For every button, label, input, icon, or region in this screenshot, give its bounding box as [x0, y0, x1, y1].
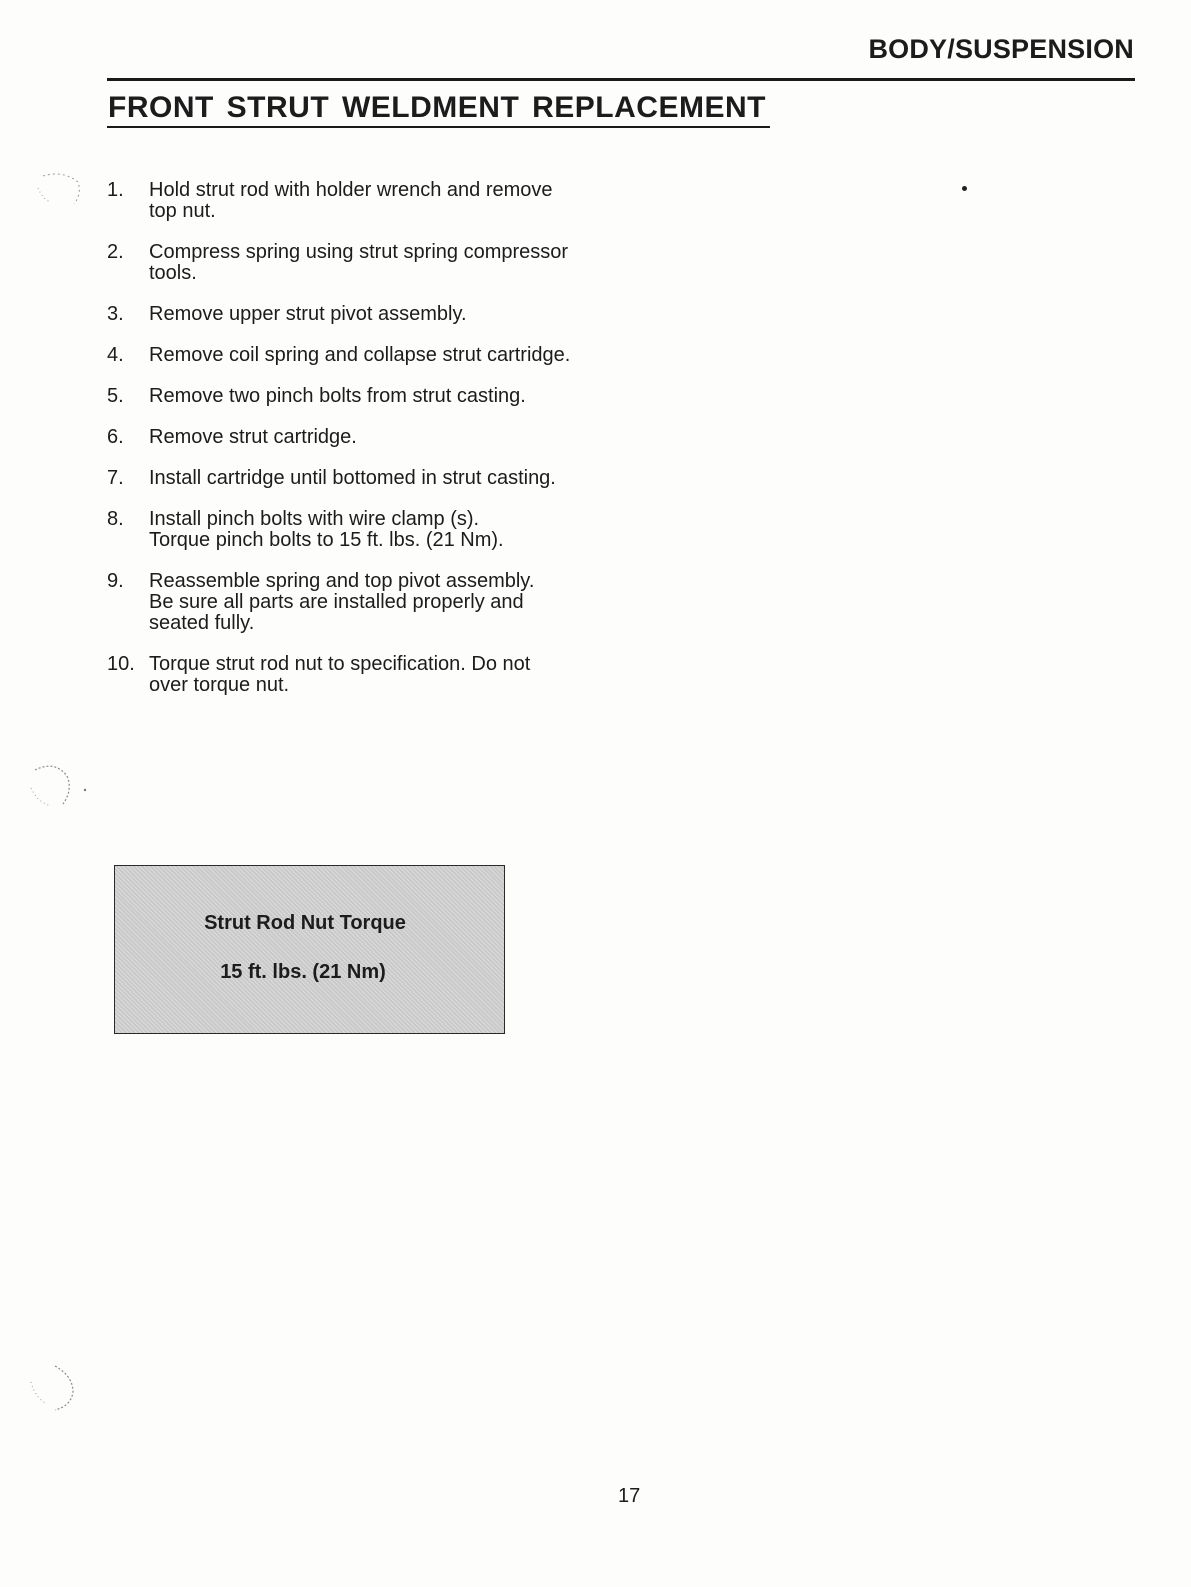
step-number: 10. — [107, 653, 135, 675]
page-number: 17 — [618, 1485, 641, 1507]
stray-dot-mark — [962, 186, 967, 191]
spec-box-value: 15 ft. lbs. (21 Nm) — [220, 961, 386, 983]
procedure-step — [107, 304, 617, 325]
page-title: FRONT STRUT WELDMENT REPLACEMENT — [108, 91, 766, 124]
step-number: 3. — [107, 303, 124, 325]
step-text-line: Be sure all parts are installed properly and — [149, 591, 524, 613]
procedure-step — [107, 180, 617, 222]
step-number: 6. — [107, 426, 124, 448]
step-number: 8. — [107, 508, 124, 530]
procedure-step — [107, 654, 617, 696]
step-text-line: Reassemble spring and top pivot assembly. — [149, 570, 535, 592]
step-text — [149, 386, 617, 407]
step-text-line: over torque nut. — [149, 674, 290, 696]
step-number: 5. — [107, 385, 124, 407]
binder-hole-mark-middle — [25, 758, 95, 818]
step-text-line: Remove strut cartridge. — [149, 426, 357, 448]
step-text-line: Remove upper strut pivot assembly. — [149, 303, 467, 325]
step-text — [149, 468, 617, 489]
section-header: BODY/SUSPENSION — [868, 34, 1134, 64]
procedure-step — [107, 468, 617, 489]
step-number: 2. — [107, 241, 124, 263]
step-text-line: Torque pinch bolts to 15 ft. lbs. (21 Nm). — [149, 529, 504, 551]
procedure-step — [107, 509, 617, 551]
spec-box — [114, 865, 505, 1034]
step-text — [149, 304, 617, 325]
step-text — [149, 571, 617, 634]
step-number: 1. — [107, 179, 124, 201]
procedure-steps — [107, 180, 617, 716]
step-text — [149, 345, 617, 366]
step-text-line: seated fully. — [149, 612, 255, 634]
spec-box-label: Strut Rod Nut Torque — [204, 912, 406, 934]
step-text-line: Install cartridge until bottomed in strut casting. — [149, 467, 556, 489]
header-rule — [107, 78, 1135, 81]
step-text-line: tools. — [149, 262, 197, 284]
procedure-step — [107, 427, 617, 448]
procedure-step — [107, 242, 617, 284]
step-text-line: Hold strut rod with holder wrench and remove — [149, 179, 553, 201]
step-number: 7. — [107, 467, 124, 489]
step-text-line: Compress spring using strut spring compressor — [149, 241, 569, 263]
step-text-line: top nut. — [149, 200, 216, 222]
step-text — [149, 509, 617, 551]
step-text — [149, 242, 617, 284]
step-text — [149, 654, 617, 696]
procedure-step — [107, 345, 617, 366]
step-text-line: Remove two pinch bolts from strut casting. — [149, 385, 526, 407]
step-text — [149, 180, 617, 222]
step-text-line: Install pinch bolts with wire clamp (s). — [149, 508, 480, 530]
procedure-step — [107, 571, 617, 634]
procedure-step — [107, 386, 617, 407]
step-number: 9. — [107, 570, 124, 592]
title-underline — [107, 126, 770, 128]
binder-hole-mark-bottom — [25, 1360, 85, 1420]
step-text-line: Remove coil spring and collapse strut cartridge. — [149, 344, 571, 366]
step-number: 4. — [107, 344, 124, 366]
step-text-line: Torque strut rod nut to specification. Do not — [149, 653, 531, 675]
step-text — [149, 427, 617, 448]
binder-hole-mark-top — [28, 168, 88, 218]
